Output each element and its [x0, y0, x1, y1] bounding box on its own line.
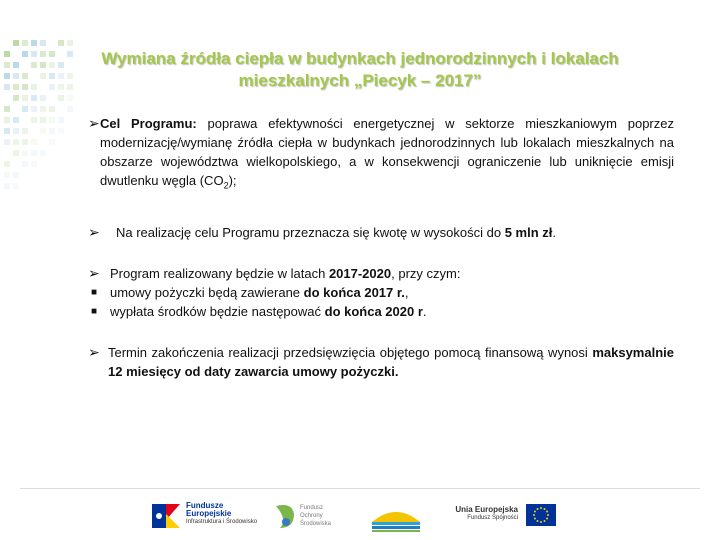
item-wyplata-srodkow [88, 302, 674, 321]
fe-logo-mark-icon [150, 500, 184, 532]
title-line-1: Wymiana źródła ciepła w budynkach jednorodzinnych i lokalach [101, 49, 619, 68]
page-title [60, 48, 660, 92]
co2-subscript: 2 [223, 180, 229, 191]
wfos-logo-mark-icon [272, 500, 298, 532]
footer-logos [0, 488, 720, 540]
item-kwota [88, 223, 674, 242]
kwota-end: . [552, 224, 557, 240]
square-bullet-icon: ■ [91, 305, 98, 317]
kwota-text: Na realizację celu Programu przeznacza się kwotę w wysokości do [116, 224, 505, 240]
title-line-2: mieszkalnych „Piecyk – 2017” [238, 71, 482, 90]
logo-unia-europejska [450, 500, 560, 532]
bullet2-text: wypłata środków będzie następować [110, 303, 325, 319]
arrow-bullet-icon: ➢ [88, 115, 100, 131]
arrow-bullet-icon: ➢ [88, 264, 100, 281]
bullet2-date: do końca 2020 r [324, 303, 423, 319]
termin-text: Termin zakończenia realizacji przedsięwzięcia objętego pomocą finansową wynosi [108, 344, 593, 360]
item-termin [88, 343, 674, 381]
wfos-line-2: Ochrony [300, 513, 323, 519]
wielkopolska-logo-mark-icon [368, 500, 424, 532]
arrow-bullet-icon: ➢ [88, 343, 100, 360]
bullet1-date: do końca 2017 r. [303, 284, 405, 300]
eu-flag-icon [526, 504, 556, 526]
program-end: , przy czym: [391, 265, 461, 281]
logo-fundusze-europejskie [150, 500, 260, 532]
arrow-bullet-icon: ➢ [88, 223, 100, 240]
cel-text-a: poprawa efektywności energetycznej w sektorze mieszkaniowym poprzez modernizację/wymianę źródła ciepła w budynkach jednorodzinnych lub lokalach mieszkalnych na obszarze województwa wielkopolskiego, a w konsekwencji ograniczenie lub uniknięcie emisji dwutlenku węgla (CO [100, 116, 674, 188]
kwota-amount: 5 mln zł [504, 224, 553, 240]
logo-wielkopolska [368, 500, 424, 532]
bullet1-end: , [404, 284, 409, 300]
content-area [88, 114, 674, 381]
fe-line-2: Europejskie [186, 509, 232, 518]
fe-line-1: Fundusze [186, 501, 224, 510]
bullet1-text: umowy pożyczki będą zawierane [110, 284, 304, 300]
logo-wfos [272, 500, 342, 532]
bullet2-end: . [422, 303, 427, 319]
cel-label: Cel Programu: [100, 116, 197, 131]
cel-text-b: ); [228, 173, 237, 188]
item-umowy-pozyczki [88, 283, 674, 302]
program-years: 2017-2020 [328, 265, 392, 281]
ue-line-1: Unia Europejska [455, 505, 518, 514]
wfos-line-3: Środowiska [300, 521, 332, 527]
wfos-line-1: Fundusz [300, 505, 324, 511]
program-text: Program realizowany będzie w latach [110, 265, 329, 281]
item-program-lata [88, 264, 674, 283]
termin-duration: maksymalnie 12 miesięcy od daty zawarcia umowy pożyczki. [108, 344, 674, 379]
footer-divider [20, 488, 700, 489]
square-bullet-icon: ■ [91, 286, 98, 298]
fe-line-3: Infrastruktura i Środowisko [186, 519, 258, 525]
item-cel-programu [88, 114, 674, 196]
ue-line-2: Fundusz Spójności [467, 515, 518, 521]
